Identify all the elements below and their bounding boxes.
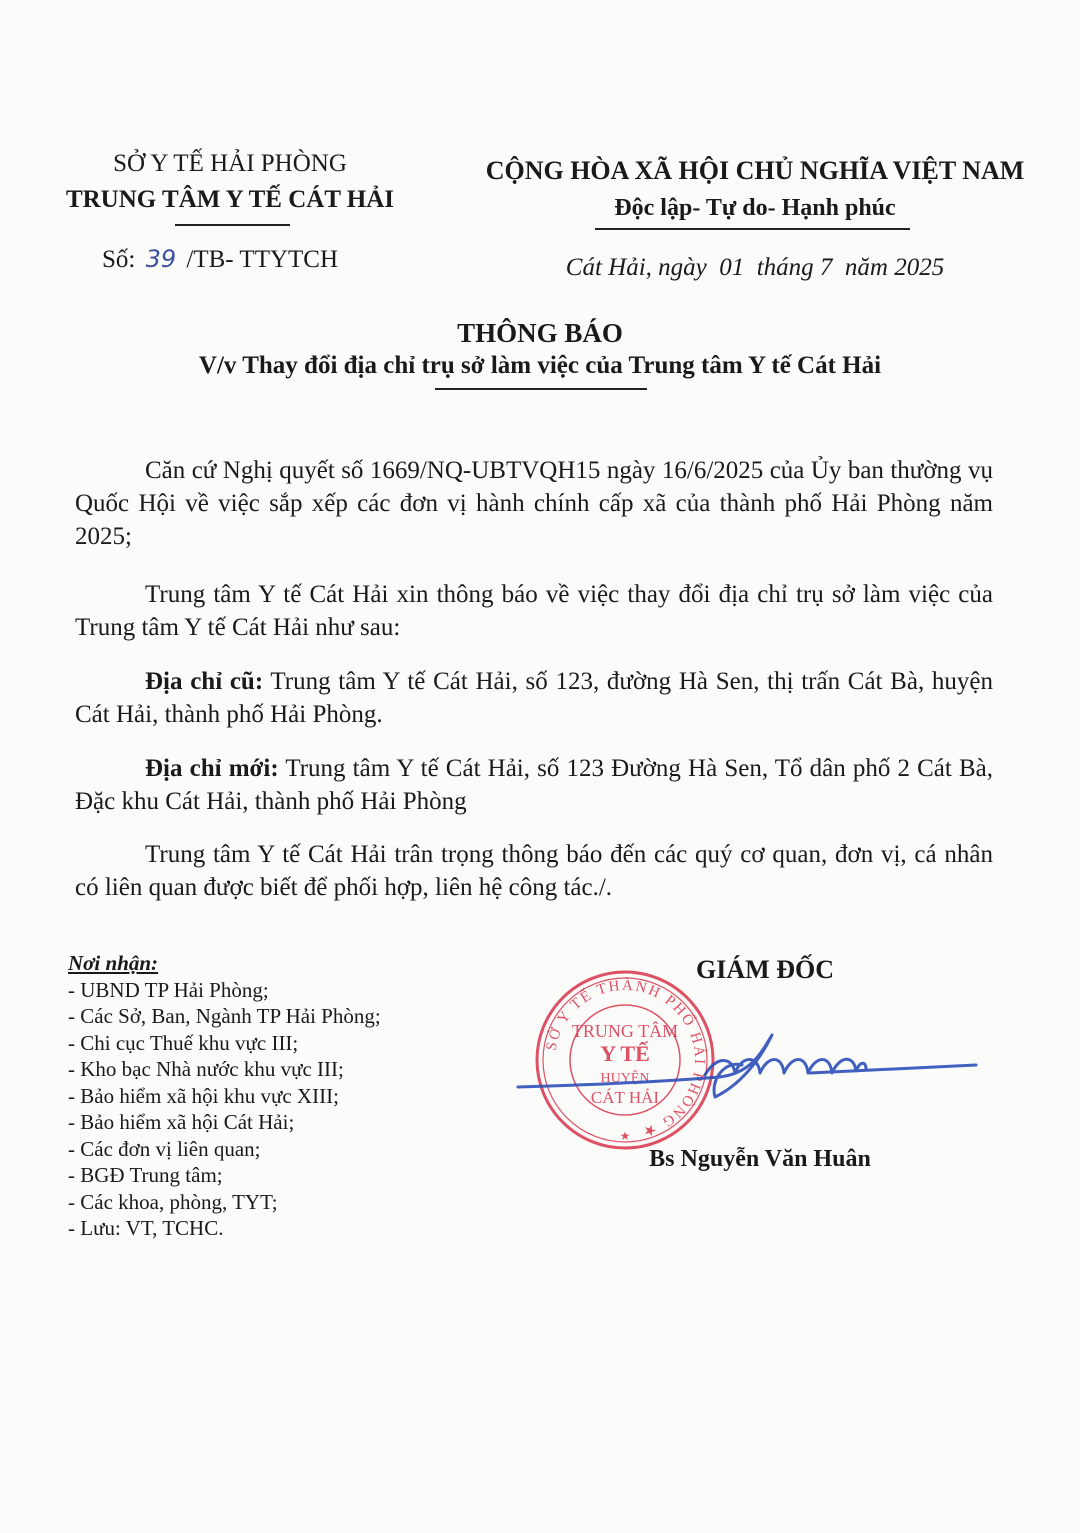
recipient-item: - Chi cục Thuế khu vực III; [68,1030,299,1055]
document-title: THÔNG BÁO [457,318,623,348]
document-number [102,245,338,274]
unit-underline [175,224,290,226]
number-suffix: /TB- TTYTCH [186,246,339,273]
svg-text:SỞ Y TẾ THÀNH PHỐ HẢI PHÒNG ★: SỞ Y TẾ THÀNH PHỐ HẢI PHÒNG ★ [543,977,708,1141]
agency-name: SỞ Y TẾ HẢI PHÒNG [113,150,347,177]
recipient-item: - Các khoa, phòng, TYT; [68,1189,278,1214]
new-address-text: Trung tâm Y tế Cát Hải, số 123 Đường Hà Sen, Tổ dân phố 2 Cát Bà, Đặc khu Cát Hải, thành phố Hải Phòng [75,755,994,815]
svg-text:★: ★ [619,1129,631,1143]
recipient-item: - Các đơn vị liên quan; [68,1136,261,1161]
svg-text:HUYỆN: HUYỆN [600,1071,650,1086]
paragraph-new-address [75,752,993,818]
number-value: 39 [145,245,177,273]
paragraph-closing: Trung tâm Y tế Cát Hải trân trọng thông báo đến các quý cơ quan, đơn vị, cá nhân có liên quan được biết để phối hợp, liên hệ công tác./. [75,841,993,901]
document-subtitle: V/v Thay đổi địa chỉ trụ sở làm việc của Trung tâm Y tế Cát Hải [198,352,882,379]
recipient-item: - UBND TP Hải Phòng; [68,977,269,1002]
unit-name: TRUNG TÂM Y TẾ CÁT HẢI [65,186,395,213]
recipient-item: - BGĐ Trung tâm; [68,1163,223,1187]
svg-text:Y TẾ: Y TẾ [600,1041,650,1066]
new-address-label: Địa chỉ mới: [145,755,279,782]
number-prefix: Số: [102,246,136,273]
motto-underline [595,228,910,230]
recipients-title: Nơi nhận: [68,951,159,975]
old-address-label: Địa chỉ cũ: [145,668,264,695]
recipients-block [68,950,381,1242]
nation-name: CỘNG HÒA XÃ HỘI CHỦ NGHĨA VIỆT NAM [485,156,1025,185]
national-motto: Độc lập- Tự do- Hạnh phúc [614,195,896,221]
old-address-text: Trung tâm Y tế Cát Hải, số 123, đường Hà Sen, thị trấn Cát Bà, huyện Cát Hải, thành phố Hải Phòng. [75,668,993,728]
paragraph-legal-basis: Căn cứ Nghị quyết số 1669/NQ-UBTVQH15 ngày 16/6/2025 của Ủy ban thường vụ Quốc Hội về việc sắp xếp các đơn vị hành chính cấp xã của thành phố Hải Phòng năm 2025; [75,457,993,550]
svg-text:CÁT HẢI: CÁT HẢI [590,1088,660,1107]
date-line: Cát Hải, ngày 01 tháng 7 năm 2025 [565,254,945,281]
signer-position: GIÁM ĐỐC [696,955,834,984]
recipient-item: - Bảo hiểm xã hội Cát Hải; [68,1110,295,1134]
recipient-item: - Bảo hiểm xã hội khu vực XIII; [68,1083,339,1108]
subtitle-underline [435,388,647,390]
recipient-item: - Các Sở, Ban, Ngành TP Hải Phòng; [68,1004,381,1028]
svg-text:TRUNG TÂM: TRUNG TÂM [571,1021,679,1041]
recipient-item: - Kho bạc Nhà nước khu vực III; [68,1057,344,1081]
recipient-item: - Lưu: VT, TCHC. [68,1216,224,1240]
signer-name: Bs Nguyễn Văn Huân [649,1146,871,1172]
paragraph-intro: Trung tâm Y tế Cát Hải xin thông báo về việc thay đổi địa chỉ trụ sở làm việc của Trung tâm Y tế Cát Hải như sau: [75,581,993,641]
handwritten-signature [510,1015,980,1115]
paragraph-old-address [75,665,993,731]
